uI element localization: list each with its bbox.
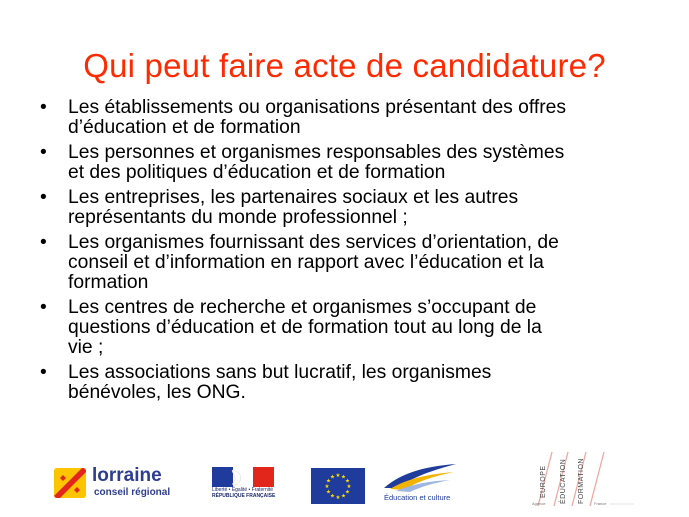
eu-star-icon: ★ [324, 484, 330, 490]
slide-title: Qui peut faire acte de candidature? [83, 47, 606, 84]
lorraine-emblem-icon [54, 468, 86, 498]
eef-small-left: Agence [532, 501, 546, 506]
bullet-list [40, 98, 665, 408]
eu-star-icon: ★ [330, 493, 335, 500]
bullet-text-line: Les personnes et organismes responsables des systèmes [68, 142, 565, 163]
education-culture-logo [380, 462, 460, 506]
bullet-text-line: Les centres de recherche et organismes s’occupant de [68, 297, 537, 318]
lorraine-name: lorraine [92, 465, 162, 486]
bullet-text-line: Les établissements ou organisations présentant des offres [68, 97, 567, 118]
bullet-text-line: bénévoles, les ONG. [68, 382, 246, 403]
eu-star-icon: ★ [335, 473, 341, 479]
bullet-text-line: vie ; [68, 337, 104, 358]
bullet-item [40, 233, 665, 293]
swoosh-icon [380, 462, 460, 492]
bullet-text-line: Les organismes fournissant des services d’orientation, de [68, 232, 559, 253]
bullet-text-line: questions d’éducation et de formation tout au long de la [68, 317, 542, 338]
republique-motto: Liberté • Égalité • Fraternité [212, 487, 274, 493]
bullet-item [40, 363, 665, 403]
eu-star-icon: ★ [330, 474, 335, 481]
bullet-dot-icon: • [40, 142, 47, 163]
bullet-text-line: Les entreprises, les partenaires sociaux et les autres [68, 187, 519, 208]
eu-star-icon: ★ [326, 489, 331, 496]
eef-word-3: FORMATION [578, 458, 585, 504]
eu-star-icon: ★ [335, 495, 341, 501]
bullet-dot-icon: • [40, 232, 47, 253]
marianne-flag-icon [212, 467, 274, 487]
bullet-dot-icon: • [40, 362, 47, 383]
eu-star-icon: ★ [341, 493, 346, 500]
bullet-dot-icon: • [40, 97, 47, 118]
bullet-item [40, 298, 665, 358]
eu-star-icon: ★ [345, 478, 350, 485]
bullet-text-line: d’éducation et de formation [68, 117, 301, 138]
bullet-dot-icon: • [40, 187, 47, 208]
bullet-text-line: et des politiques d’éducation et de formation [68, 162, 446, 183]
eef-word-2: ÉDUCATION [560, 458, 567, 504]
bullet-text-line: Les associations sans but lucratif, les organismes [68, 362, 492, 383]
republique-name: RÉPUBLIQUE FRANÇAISE [212, 493, 276, 499]
eu-star-icon: ★ [346, 484, 352, 490]
lorraine-subtitle: conseil régional [94, 487, 171, 498]
eu-star-icon: ★ [341, 474, 346, 481]
bullet-item [40, 188, 665, 228]
bullet-dot-icon: • [40, 297, 47, 318]
republique-francaise-logo [212, 467, 276, 501]
eu-star-icon: ★ [345, 489, 350, 496]
lorraine-logo [54, 460, 186, 502]
eu-flag-icon [311, 468, 365, 504]
bullet-text-line: formation [68, 272, 149, 293]
bullet-item [40, 98, 665, 138]
europe-education-formation-logo [530, 448, 638, 508]
bullet-text-line: représentants du monde professionnel ; [68, 207, 408, 228]
eef-word-1: EUROPE [540, 465, 547, 498]
bullet-item [40, 143, 665, 183]
eu-star-icon: ★ [326, 478, 331, 485]
logo-bar [0, 448, 689, 508]
bullet-text-line: conseil et d’information en rapport avec l’éducation et la [68, 252, 544, 273]
education-culture-label: Éducation et culture [384, 493, 451, 502]
eef-small-right: France [594, 501, 607, 506]
